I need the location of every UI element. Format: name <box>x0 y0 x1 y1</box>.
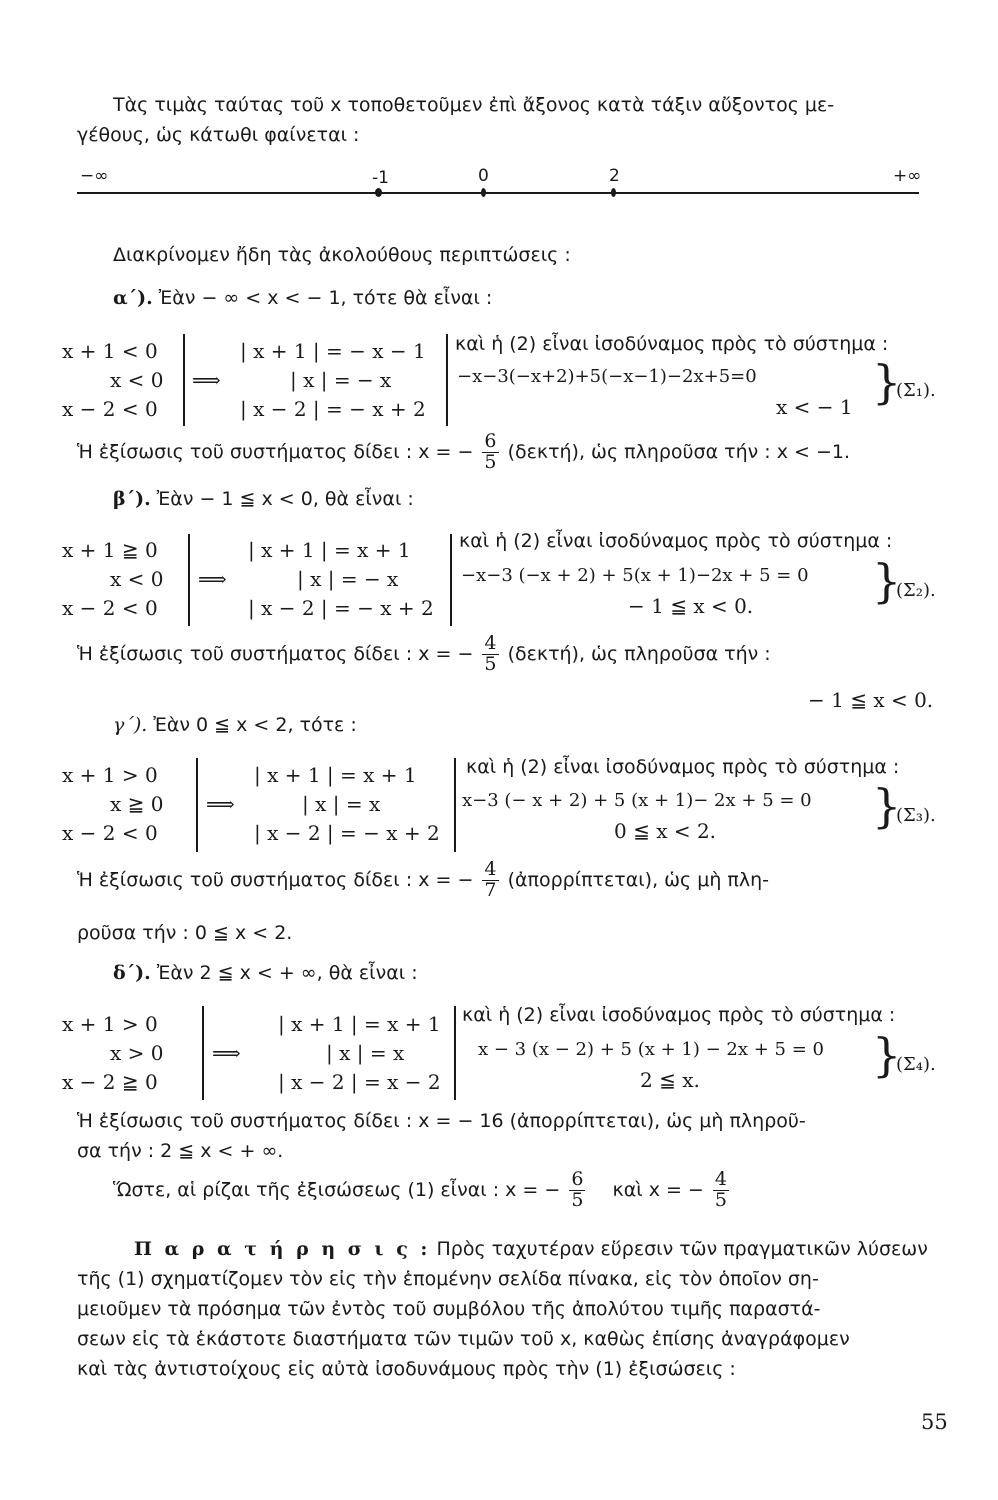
case-a-abs-2: | x | = − x <box>290 368 392 392</box>
case-c-result-prefix: Ἡ ἐξίσωσις τοῦ συστήματος δίδει : x = − <box>77 868 474 891</box>
intro-line-2: γέθους, ὡς κάτωθι φαίνεται : <box>77 124 360 146</box>
case-b-heading <box>113 488 414 510</box>
case-a-cond-3: x − 2 < 0 <box>62 397 158 421</box>
case-d-abs-2: | x | = x <box>326 1041 405 1065</box>
case-c-condition: Ἐὰν 0 ≦ x < 2, τότε : <box>153 714 357 736</box>
case-d-cond-3: x − 2 ≧ 0 <box>62 1070 158 1094</box>
axis-point-minus-one <box>375 188 382 197</box>
case-b-condition: Ἐὰν − 1 ≦ x < 0, θὰ εἶναι : <box>156 488 414 510</box>
roots-fraction-1 <box>569 1170 585 1211</box>
case-c-abs-3: | x − 2 | = − x + 2 <box>254 821 440 845</box>
case-d-brace: } <box>872 1028 902 1082</box>
case-a-frac-num: 6 <box>484 430 497 452</box>
case-b-abs-2: | x | = − x <box>297 567 399 591</box>
case-b-result-suffix: (δεκτή), ὡς πληροῦσα τήν : <box>507 642 771 665</box>
case-d-abs-3: | x − 2 | = x − 2 <box>278 1070 441 1094</box>
case-a-result <box>77 432 850 473</box>
case-c-label: γ΄). <box>113 714 148 736</box>
case-a-brace: } <box>872 355 902 409</box>
roots-middle: καὶ x = − <box>612 1178 704 1201</box>
case-c-system-eq: x−3 (− x + 2) + 5 (x + 1)− 2x + 5 = 0 <box>462 790 812 811</box>
case-a-implies-arrow: ⟹ <box>192 368 221 392</box>
case-d-system-label: (Σ₄). <box>896 1054 936 1075</box>
case-c-cond-3: x − 2 < 0 <box>62 821 158 845</box>
case-b-divider-2 <box>450 534 452 626</box>
case-c-abs-1: | x + 1 | = x + 1 <box>254 763 417 787</box>
remark-line-5: καὶ τὰς ἀντιστοίχους εἰς αὐτὰ ἰσοδυνάμους πρὸς τὴν (1) ἐξισώσεις : <box>77 1358 736 1380</box>
axis-label-minus-one: -1 <box>372 168 389 188</box>
case-a-system-cond: x < − 1 <box>776 395 853 419</box>
case-d-abs-1: | x + 1 | = x + 1 <box>278 1012 441 1036</box>
axis-point-zero <box>481 188 486 197</box>
case-c-equiv: καὶ ἡ (2) εἶναι ἰσοδύναμος πρὸς τὸ σύστημα : <box>466 756 900 778</box>
case-d-condition: Ἐὰν 2 ≦ x < + ∞, θὰ εἶναι : <box>156 962 418 984</box>
roots-line <box>113 1170 732 1211</box>
case-c-result <box>77 860 769 901</box>
case-c-heading <box>113 714 357 736</box>
case-a-abs-1: | x + 1 | = − x − 1 <box>240 339 426 363</box>
case-a-label: α΄). <box>113 287 153 309</box>
case-a-system-eq: −x−3(−x+2)+5(−x−1)−2x+5=0 <box>457 366 757 387</box>
axis-pos-infinity: +∞ <box>893 166 922 186</box>
case-c-brace: } <box>872 779 902 833</box>
case-c-frac-den: 7 <box>484 878 497 901</box>
case-a-cond-2: x < 0 <box>110 368 164 392</box>
case-a-equiv: καὶ ἡ (2) εἶναι ἰσοδύναμος πρὸς τὸ σύστημα : <box>455 333 889 355</box>
case-c-result-suffix: (ἀπορρίπτεται), ὡς μὴ πλη- <box>507 868 769 891</box>
case-b-fraction <box>482 634 498 675</box>
axis-line <box>77 192 919 194</box>
case-c-divider-2 <box>454 758 456 852</box>
case-b-frac-num: 4 <box>484 632 497 654</box>
case-d-cond-2: x > 0 <box>110 1041 164 1065</box>
case-b-cond-3: x − 2 < 0 <box>62 596 158 620</box>
case-c-divider-1 <box>196 758 198 852</box>
case-b-abs-1: | x + 1 | = x + 1 <box>248 538 411 562</box>
case-a-cond-1: x + 1 < 0 <box>62 339 158 363</box>
case-b-cond-1: x + 1 ≧ 0 <box>62 538 158 562</box>
case-d-equiv: καὶ ἡ (2) εἶναι ἰσοδύναμος πρὸς τὸ σύστημα : <box>462 1004 896 1026</box>
roots-frac-2-den: 5 <box>714 1188 727 1211</box>
case-d-divider-1 <box>202 1006 204 1100</box>
remark-line-2: τῆς (1) σχηματίζομεν τὸν εἰς τὴν ἑπομένην σελίδα πίνακα, εἰς τὸν ὁποῖον ση- <box>77 1268 819 1290</box>
case-c-system-cond: 0 ≦ x < 2. <box>614 819 717 843</box>
case-a-result-prefix: Ἡ ἐξίσωσις τοῦ συστήματος δίδει : x = − <box>77 440 474 463</box>
cases-intro: Διακρίνομεν ἤδη τὰς ἀκολούθους περιπτώσεις : <box>113 244 571 266</box>
case-b-system-eq: −x−3 (−x + 2) + 5(x + 1)−2x + 5 = 0 <box>461 565 809 586</box>
remark-line-1 <box>134 1238 928 1260</box>
case-b-cond-2: x < 0 <box>110 567 164 591</box>
case-b-divider-1 <box>188 534 190 626</box>
case-d-divider-2 <box>454 1006 456 1100</box>
case-b-result-prefix: Ἡ ἐξίσωσις τοῦ συστήματος δίδει : x = − <box>77 642 474 665</box>
case-d-result-line-2: σα τήν : 2 ≦ x < + ∞. <box>77 1140 284 1162</box>
intro-line-1: Τὰς τιμὰς ταύτας τοῦ x τοποθετοῦμεν ἐπὶ ἄξονος κατὰ τάξιν αὔξοντος με- <box>113 94 835 116</box>
case-c-implies-arrow: ⟹ <box>206 792 235 816</box>
case-b-system-cond: − 1 ≦ x < 0. <box>628 594 754 618</box>
case-b-implies-arrow: ⟹ <box>198 567 227 591</box>
case-a-result-suffix: (δεκτή), ὡς πληροῦσα τήν : x < −1. <box>507 440 851 463</box>
case-d-system-eq: x − 3 (x − 2) + 5 (x + 1) − 2x + 5 = 0 <box>478 1039 824 1060</box>
axis-neg-infinity: −∞ <box>80 166 109 186</box>
case-d-cond-1: x + 1 > 0 <box>62 1012 158 1036</box>
case-a-divider-1 <box>183 334 185 426</box>
axis-label-two: 2 <box>609 166 620 186</box>
remark-label: Π α ρ α τ ή ρ η σ ι ς : <box>134 1238 431 1260</box>
case-d-result-line-1: Ἡ ἐξίσωσις τοῦ συστήματος δίδει : x = − 16 (ἀπορρίπτεται), ὡς μὴ πληροῦ- <box>77 1110 806 1132</box>
case-a-system-label: (Σ₁). <box>896 380 936 401</box>
remark-line-3: μειοῦμεν τὰ πρόσημα τῶν ἐντὸς τοῦ συμβόλου τῆς ἀπολύτου τιμῆς παραστά- <box>77 1298 821 1320</box>
case-c-frac-num: 4 <box>484 858 497 880</box>
case-c-result-line-2: ροῦσα τήν : 0 ≦ x < 2. <box>77 922 293 944</box>
case-b-system-label: (Σ₂). <box>896 580 936 601</box>
case-c-cond-2: x ≧ 0 <box>110 792 164 816</box>
case-b-equiv: καὶ ἡ (2) εἶναι ἰσοδύναμος πρὸς τὸ σύστημα : <box>459 530 893 552</box>
case-a-condition: Ἐὰν − ∞ < x < − 1, τότε θὰ εἶναι : <box>158 287 493 309</box>
roots-frac-1-num: 6 <box>571 1168 584 1190</box>
case-b-frac-den: 5 <box>484 652 497 675</box>
case-d-system-cond: 2 ≦ x. <box>640 1068 700 1092</box>
case-a-fraction <box>482 432 498 473</box>
case-a-heading <box>113 287 492 309</box>
remark-text-1: Πρὸς ταχυτέραν εὕρεσιν τῶν πραγματικῶν λύσεων <box>436 1238 928 1260</box>
case-c-fraction <box>482 860 498 901</box>
case-d-implies-arrow: ⟹ <box>212 1041 241 1065</box>
roots-frac-1-den: 5 <box>571 1188 584 1211</box>
case-b-abs-3: | x − 2 | = − x + 2 <box>248 596 434 620</box>
remark-line-4: σεων εἰς τὰ ἑκάστοτε διαστήματα τῶν τιμῶν τοῦ x, καθὼς ἐπίσης ἀναγράφομεν <box>77 1328 850 1350</box>
case-c-system-label: (Σ₃). <box>896 805 936 826</box>
case-b-result <box>77 634 771 675</box>
case-c-cond-1: x + 1 > 0 <box>62 763 158 787</box>
case-a-abs-3: | x − 2 | = − x + 2 <box>240 397 426 421</box>
case-c-abs-2: | x | = x <box>302 792 381 816</box>
case-a-frac-den: 5 <box>484 450 497 473</box>
case-a-divider-2 <box>446 334 448 426</box>
axis-point-two <box>611 188 616 197</box>
page-number: 55 <box>921 1410 948 1434</box>
roots-fraction-2 <box>713 1170 729 1211</box>
case-b-label: β΄). <box>113 488 151 510</box>
case-b-brace: } <box>872 554 902 608</box>
axis-label-zero: 0 <box>478 166 489 186</box>
roots-frac-2-num: 4 <box>714 1168 727 1190</box>
case-b-result-line-2: − 1 ≦ x < 0. <box>808 688 934 712</box>
case-d-label: δ΄). <box>113 962 151 984</box>
roots-prefix: Ὥστε, αἱ ρίζαι τῆς ἐξισώσεως (1) εἶναι : x = − <box>113 1178 561 1201</box>
case-d-heading <box>113 962 418 984</box>
